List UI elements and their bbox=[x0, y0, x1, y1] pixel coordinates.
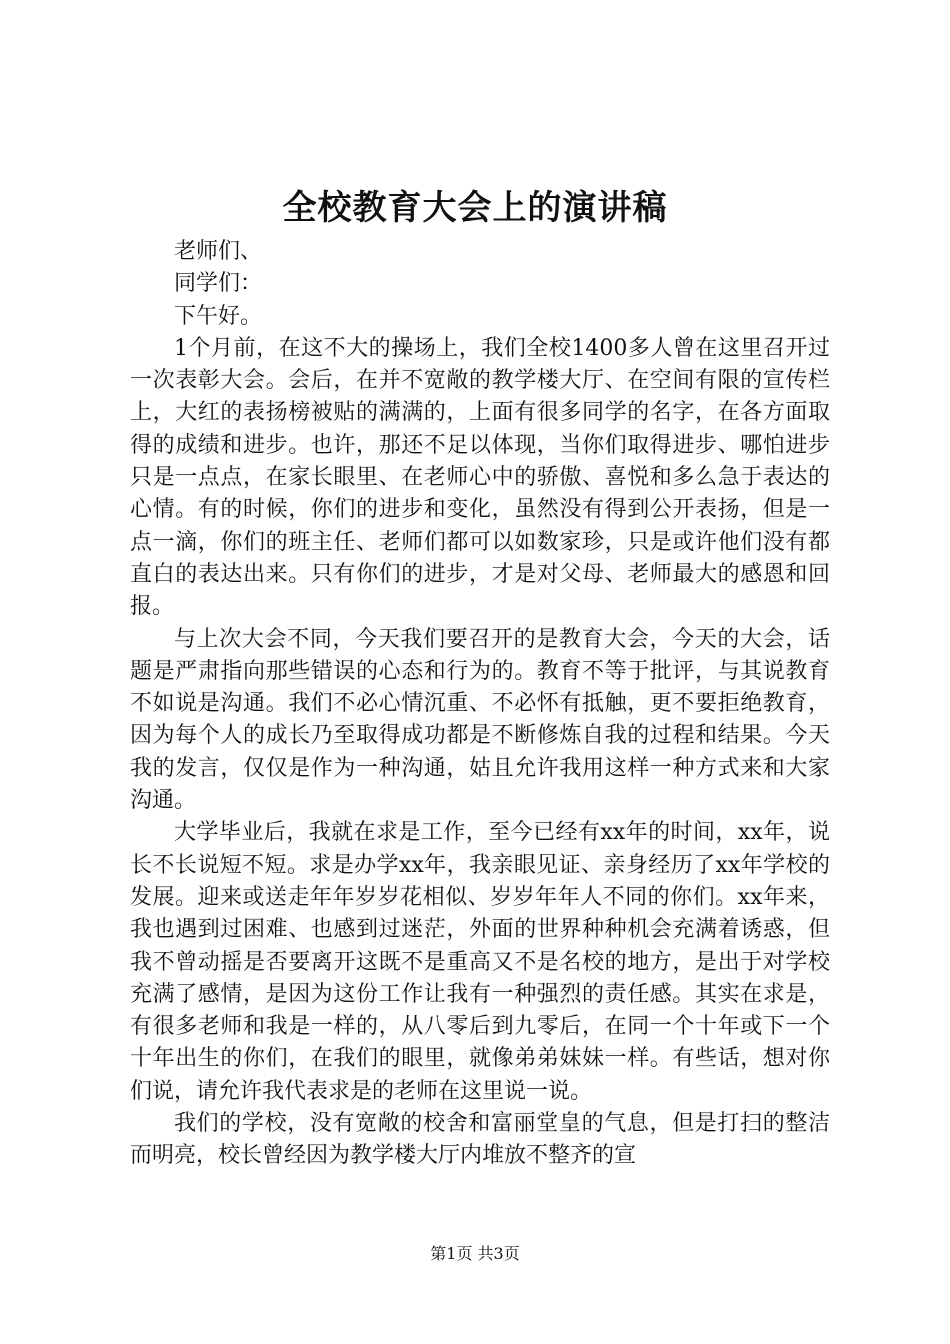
body-paragraph: 与上次大会不同，今天我们要召开的是教育大会，今天的大会，话题是严肃指向那些错误的心态和行为的。教育不等于批评，与其说教育不如说是沟通。我们不必心情沉重、不必怀有抵触，更不要拒绝教育，因为每个人的成长乃至取得成功都是不断修炼自我的过程和结果。今天我的发言，仅仅是作为一种沟通，姑且允许我用这样一种方式来和大家沟通。 bbox=[130, 626, 830, 814]
document-title: 全校教育大会上的演讲稿 bbox=[282, 188, 668, 228]
body-paragraph: 大学毕业后，我就在求是工作，至今已经有xx年的时间，xx年，说长不长说短不短。求是办学xx年，我亲眼见证、亲身经历了xx年学校的发展。迎来或送走年年岁岁花相似、岁岁年年人不同的你们。xx年来，我也遇到过困难、也感到过迷茫，外面的世界种种机会充满着诱惑，但我不曾动摇是否要离开这既不是重高又不是名校的地方，是出于对学校充满了感情，是因为这份工作让我有一种强烈的责任感。其实在求是，有很多老师和我是一样的，从八零后到九零后，在同一个十年或下一个十年出生的你们，在我们的眼里，就像弟弟妹妹一样。有些话，想对你们说，请允许我代表求是的老师在这里说一说。 bbox=[130, 820, 830, 1104]
page-number-footer: 第1页 共3页 bbox=[430, 1244, 520, 1263]
greeting: 下午好。 bbox=[174, 303, 263, 329]
body-paragraph: 1个月前，在这不大的操场上，我们全校1400多人曾在这里召开过一次表彰大会。会后，在并不宽敞的教学楼大厅、在空间有限的宣传栏上，大红的表扬榜被贴的满满的，上面有很多同学的名字，在各方面取得的成绩和进步。也许，那还不足以体现，当你们取得进步、哪怕进步只是一点点，在家长眼里、在老师心中的骄傲、喜悦和多么急于表达的心情。有的时候，你们的进步和变化，虽然没有得到公开表扬，但是一点一滴，你们的班主任、老师们都可以如数家珍，只是或许他们没有都直白的表达出来。只有你们的进步，才是对父母、老师最大的感恩和回报。 bbox=[130, 335, 830, 620]
document-body bbox=[130, 236, 830, 1173]
salutation-students: 同学们： bbox=[174, 271, 263, 297]
body-paragraph: 我们的学校，没有宽敞的校舍和富丽堂皇的气息，但是打扫的整洁而明亮，校长曾经因为教学楼大厅内堆放不整齐的宣 bbox=[130, 1111, 830, 1169]
salutation-teachers: 老师们、 bbox=[174, 239, 263, 264]
